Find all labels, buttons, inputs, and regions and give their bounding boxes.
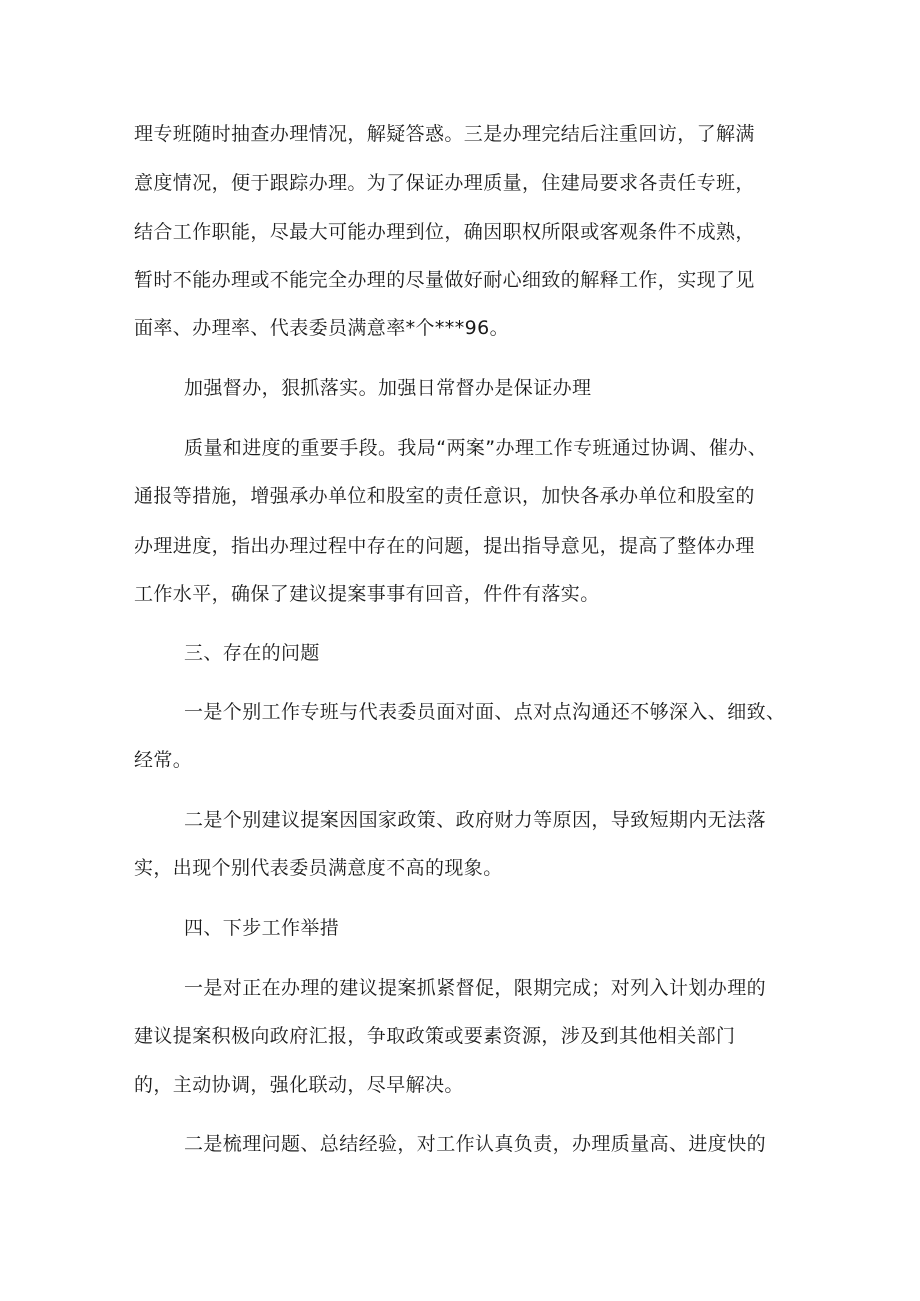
text-line: 意度情况，便于跟踪办理。为了保证办理质量，住建局要求各责任专班， <box>134 172 755 194</box>
text-line: 实，出现个别代表委员满意度不高的现象。 <box>134 857 503 879</box>
text-line: 通报等措施，增强承办单位和股室的责任意识，加快各承办单位和股室的 <box>134 485 755 507</box>
text-line: 暂时不能办理或不能完全办理的尽量做好耐心细致的解释工作，实现了见 <box>134 269 755 291</box>
text-line: 理专班随时抽查办理情况，解疑答惑。三是办理完结后注重回访，了解满 <box>134 123 755 145</box>
text-line: 建议提案积极向政府汇报，争取政策或要素资源，涉及到其他相关部门 <box>134 1025 736 1047</box>
text-line: 结合工作职能，尽最大可能办理到位，确因职权所限或客观条件不成熟， <box>134 221 755 243</box>
paragraph-heading: 加强督办，狠抓落实。加强日常督办是保证办理 <box>184 377 592 399</box>
text-line: 办理进度，指出办理过程中存在的问题，提出指导意见，提高了整体办理 <box>134 535 755 557</box>
text-line: 质量和进度的重要手段。我局“两案”办理工作专班通过协调、催办、 <box>184 437 768 459</box>
text-line: 一是个别工作专班与代表委员面对面、点对点沟通还不够深入、细致、 <box>184 701 786 723</box>
text-line: 二是个别建议提案因国家政策、政府财力等原因，导致短期内无法落 <box>184 809 767 831</box>
text-line: 一是对正在办理的建议提案抓紧督促，限期完成；对列入计划办理的 <box>184 977 767 999</box>
text-line: 面率、办理率、代表委员满意率*个***96。 <box>134 317 509 339</box>
text-line: 二是梳理问题、总结经验，对工作认真负责，办理质量高、进度快的 <box>184 1133 767 1155</box>
section-heading: 三、存在的问题 <box>184 642 320 664</box>
section-heading: 四、下步工作举措 <box>184 917 340 939</box>
text-line: 经常。 <box>134 749 193 771</box>
text-line: 的，主动协调，强化联动，尽早解决。 <box>134 1074 464 1096</box>
text-line: 工作水平，确保了建议提案事事有回音，件件有落实。 <box>134 583 600 605</box>
